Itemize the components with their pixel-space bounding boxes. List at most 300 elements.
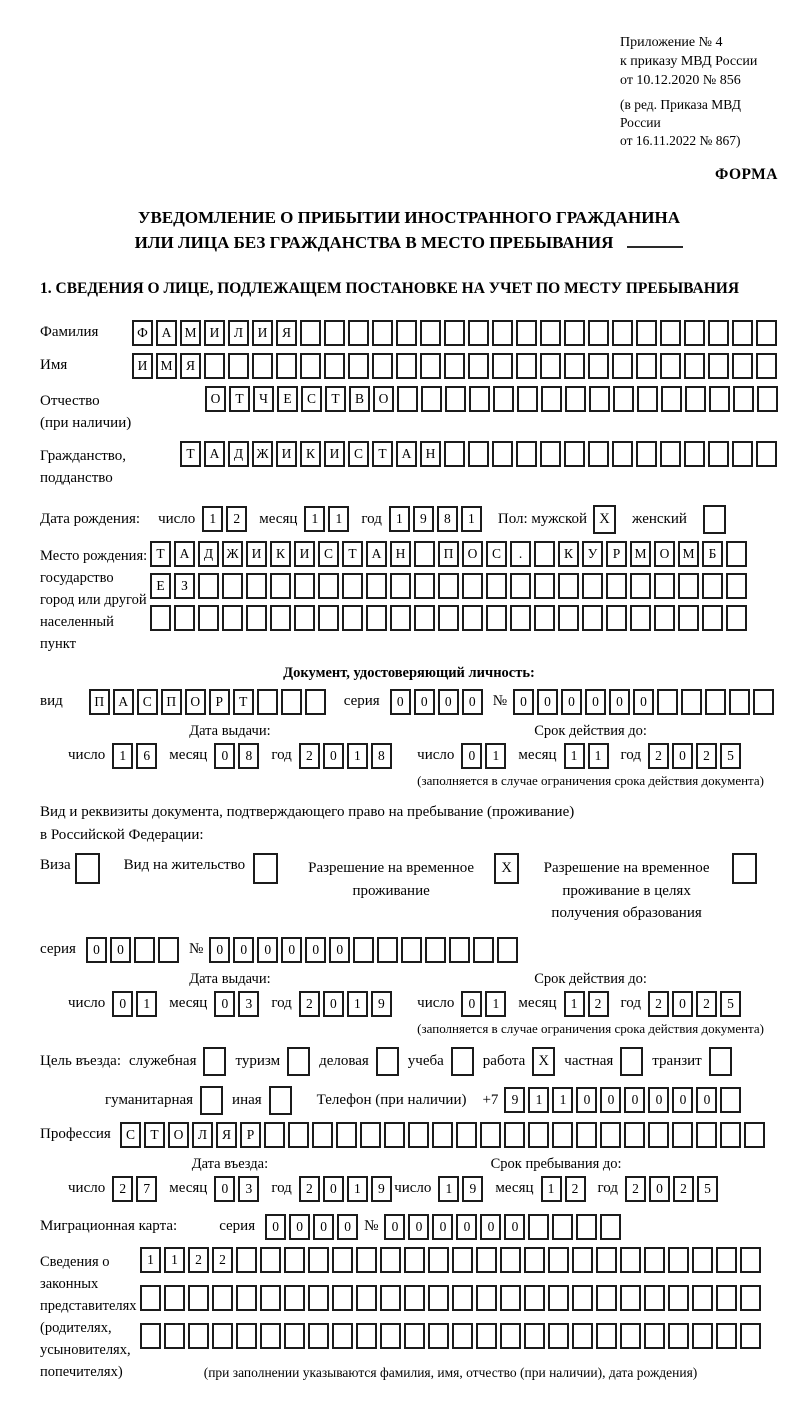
char-cell[interactable]: 1 bbox=[438, 1176, 459, 1202]
char-cell[interactable]: Д bbox=[198, 541, 219, 567]
char-cell[interactable]: 1 bbox=[112, 743, 133, 769]
char-cell[interactable]: 1 bbox=[347, 743, 368, 769]
char-cell[interactable]: 0 bbox=[305, 937, 326, 963]
char-cell[interactable]: 2 bbox=[565, 1176, 586, 1202]
checkbox-temporary-residence[interactable]: X bbox=[494, 853, 519, 884]
char-cell[interactable]: 1 bbox=[202, 506, 223, 532]
char-cell[interactable] bbox=[372, 320, 393, 346]
char-cell[interactable] bbox=[548, 1323, 569, 1349]
char-cell[interactable] bbox=[445, 386, 466, 412]
char-cell[interactable]: Т bbox=[233, 689, 254, 715]
char-cell[interactable] bbox=[572, 1323, 593, 1349]
char-cell[interactable]: 1 bbox=[485, 743, 506, 769]
char-cell[interactable] bbox=[222, 605, 243, 631]
char-cell[interactable]: 2 bbox=[299, 991, 320, 1017]
char-cell[interactable]: Я bbox=[216, 1122, 237, 1148]
char-cell[interactable] bbox=[685, 386, 706, 412]
char-cell[interactable] bbox=[404, 1285, 425, 1311]
char-cell[interactable]: 1 bbox=[564, 991, 585, 1017]
char-cell[interactable]: У bbox=[582, 541, 603, 567]
char-cell[interactable]: 0 bbox=[329, 937, 350, 963]
checkbox-other[interactable] bbox=[269, 1086, 292, 1115]
char-cell[interactable]: 1 bbox=[485, 991, 506, 1017]
char-cell[interactable] bbox=[308, 1285, 329, 1311]
char-cell[interactable]: 5 bbox=[720, 991, 741, 1017]
char-cell[interactable] bbox=[657, 689, 678, 715]
char-cell[interactable] bbox=[692, 1323, 713, 1349]
char-cell[interactable]: В bbox=[349, 386, 370, 412]
char-cell[interactable]: 0 bbox=[600, 1087, 621, 1113]
char-cell[interactable] bbox=[684, 353, 705, 379]
char-cell[interactable] bbox=[425, 937, 446, 963]
char-cell[interactable] bbox=[404, 1247, 425, 1273]
char-cell[interactable]: 0 bbox=[209, 937, 230, 963]
char-cell[interactable] bbox=[212, 1285, 233, 1311]
char-cell[interactable]: О bbox=[205, 386, 226, 412]
char-cell[interactable]: 1 bbox=[389, 506, 410, 532]
char-cell[interactable]: 1 bbox=[140, 1247, 161, 1273]
char-cell[interactable] bbox=[548, 1285, 569, 1311]
char-cell[interactable] bbox=[654, 573, 675, 599]
char-cell[interactable] bbox=[150, 605, 171, 631]
char-cell[interactable] bbox=[348, 353, 369, 379]
char-cell[interactable] bbox=[576, 1214, 597, 1240]
char-cell[interactable] bbox=[312, 1122, 333, 1148]
char-cell[interactable] bbox=[198, 605, 219, 631]
char-cell[interactable] bbox=[637, 386, 658, 412]
char-cell[interactable] bbox=[174, 605, 195, 631]
char-cell[interactable]: 0 bbox=[281, 937, 302, 963]
char-cell[interactable]: 5 bbox=[697, 1176, 718, 1202]
char-cell[interactable]: Ч bbox=[253, 386, 274, 412]
char-cell[interactable]: А bbox=[174, 541, 195, 567]
char-cell[interactable] bbox=[516, 320, 537, 346]
char-cell[interactable]: 2 bbox=[226, 506, 247, 532]
char-cell[interactable] bbox=[572, 1285, 593, 1311]
char-cell[interactable] bbox=[740, 1285, 761, 1311]
char-cell[interactable] bbox=[654, 605, 675, 631]
char-cell[interactable]: 0 bbox=[390, 689, 411, 715]
char-cell[interactable] bbox=[636, 353, 657, 379]
char-cell[interactable] bbox=[468, 353, 489, 379]
char-cell[interactable] bbox=[582, 605, 603, 631]
char-cell[interactable]: Ж bbox=[222, 541, 243, 567]
char-cell[interactable]: М bbox=[156, 353, 177, 379]
char-cell[interactable]: И bbox=[204, 320, 225, 346]
char-cell[interactable] bbox=[384, 1122, 405, 1148]
char-cell[interactable] bbox=[444, 353, 465, 379]
char-cell[interactable] bbox=[308, 1247, 329, 1273]
char-cell[interactable]: И bbox=[252, 320, 273, 346]
char-cell[interactable]: 1 bbox=[347, 991, 368, 1017]
char-cell[interactable]: Ж bbox=[252, 441, 273, 467]
char-cell[interactable] bbox=[541, 386, 562, 412]
char-cell[interactable] bbox=[692, 1285, 713, 1311]
char-cell[interactable] bbox=[492, 441, 513, 467]
char-cell[interactable] bbox=[428, 1247, 449, 1273]
char-cell[interactable] bbox=[380, 1247, 401, 1273]
char-cell[interactable] bbox=[648, 1122, 669, 1148]
char-cell[interactable]: Р bbox=[209, 689, 230, 715]
char-cell[interactable] bbox=[540, 320, 561, 346]
char-cell[interactable] bbox=[661, 386, 682, 412]
char-cell[interactable] bbox=[740, 1247, 761, 1273]
char-cell[interactable] bbox=[681, 689, 702, 715]
char-cell[interactable] bbox=[336, 1122, 357, 1148]
char-cell[interactable] bbox=[188, 1323, 209, 1349]
char-cell[interactable] bbox=[420, 320, 441, 346]
char-cell[interactable] bbox=[504, 1122, 525, 1148]
char-cell[interactable] bbox=[612, 441, 633, 467]
char-cell[interactable] bbox=[606, 573, 627, 599]
char-cell[interactable] bbox=[332, 1285, 353, 1311]
char-cell[interactable] bbox=[678, 605, 699, 631]
char-cell[interactable] bbox=[366, 605, 387, 631]
char-cell[interactable] bbox=[260, 1247, 281, 1273]
char-cell[interactable] bbox=[414, 605, 435, 631]
char-cell[interactable]: 0 bbox=[480, 1214, 501, 1240]
char-cell[interactable]: 0 bbox=[110, 937, 131, 963]
char-cell[interactable] bbox=[444, 320, 465, 346]
char-cell[interactable]: И bbox=[246, 541, 267, 567]
char-cell[interactable] bbox=[500, 1247, 521, 1273]
checkbox-temporary-residence-education[interactable] bbox=[732, 853, 757, 884]
checkbox-visa[interactable] bbox=[75, 853, 100, 884]
char-cell[interactable] bbox=[668, 1285, 689, 1311]
char-cell[interactable] bbox=[380, 1323, 401, 1349]
char-cell[interactable]: 0 bbox=[609, 689, 630, 715]
char-cell[interactable] bbox=[757, 386, 778, 412]
char-cell[interactable]: Я bbox=[276, 320, 297, 346]
char-cell[interactable] bbox=[257, 689, 278, 715]
char-cell[interactable] bbox=[438, 573, 459, 599]
char-cell[interactable] bbox=[456, 1122, 477, 1148]
char-cell[interactable] bbox=[644, 1285, 665, 1311]
char-cell[interactable] bbox=[449, 937, 470, 963]
char-cell[interactable] bbox=[493, 386, 514, 412]
char-cell[interactable] bbox=[552, 1122, 573, 1148]
char-cell[interactable]: Л bbox=[228, 320, 249, 346]
char-cell[interactable]: И bbox=[324, 441, 345, 467]
char-cell[interactable] bbox=[468, 320, 489, 346]
checkbox-private[interactable] bbox=[620, 1047, 643, 1076]
char-cell[interactable] bbox=[318, 605, 339, 631]
char-cell[interactable] bbox=[500, 1285, 521, 1311]
char-cell[interactable]: 1 bbox=[564, 743, 585, 769]
char-cell[interactable]: 0 bbox=[672, 991, 693, 1017]
char-cell[interactable] bbox=[596, 1247, 617, 1273]
char-cell[interactable]: 0 bbox=[456, 1214, 477, 1240]
char-cell[interactable] bbox=[236, 1285, 257, 1311]
char-cell[interactable]: К bbox=[558, 541, 579, 567]
checkbox-residence-permit[interactable] bbox=[253, 853, 278, 884]
checkbox-female[interactable] bbox=[703, 505, 726, 534]
char-cell[interactable]: 1 bbox=[164, 1247, 185, 1273]
char-cell[interactable]: Р bbox=[606, 541, 627, 567]
char-cell[interactable] bbox=[276, 353, 297, 379]
char-cell[interactable]: П bbox=[438, 541, 459, 567]
char-cell[interactable] bbox=[492, 353, 513, 379]
char-cell[interactable]: З bbox=[174, 573, 195, 599]
char-cell[interactable] bbox=[732, 320, 753, 346]
char-cell[interactable] bbox=[678, 573, 699, 599]
char-cell[interactable] bbox=[620, 1247, 641, 1273]
char-cell[interactable]: 2 bbox=[299, 1176, 320, 1202]
char-cell[interactable]: 0 bbox=[112, 991, 133, 1017]
char-cell[interactable] bbox=[396, 320, 417, 346]
char-cell[interactable]: И bbox=[132, 353, 153, 379]
char-cell[interactable] bbox=[620, 1285, 641, 1311]
char-cell[interactable]: 1 bbox=[136, 991, 157, 1017]
char-cell[interactable] bbox=[356, 1285, 377, 1311]
char-cell[interactable] bbox=[672, 1122, 693, 1148]
char-cell[interactable]: А bbox=[366, 541, 387, 567]
char-cell[interactable] bbox=[510, 605, 531, 631]
char-cell[interactable]: 0 bbox=[408, 1214, 429, 1240]
char-cell[interactable]: 1 bbox=[552, 1087, 573, 1113]
char-cell[interactable]: 0 bbox=[337, 1214, 358, 1240]
char-cell[interactable] bbox=[300, 320, 321, 346]
char-cell[interactable]: 2 bbox=[625, 1176, 646, 1202]
char-cell[interactable] bbox=[281, 689, 302, 715]
char-cell[interactable]: 2 bbox=[696, 991, 717, 1017]
char-cell[interactable]: Т bbox=[325, 386, 346, 412]
char-cell[interactable] bbox=[596, 1285, 617, 1311]
char-cell[interactable] bbox=[486, 605, 507, 631]
char-cell[interactable]: Т bbox=[372, 441, 393, 467]
char-cell[interactable]: К bbox=[270, 541, 291, 567]
char-cell[interactable]: 2 bbox=[112, 1176, 133, 1202]
char-cell[interactable] bbox=[564, 320, 585, 346]
char-cell[interactable] bbox=[414, 541, 435, 567]
char-cell[interactable]: 0 bbox=[233, 937, 254, 963]
char-cell[interactable] bbox=[732, 441, 753, 467]
char-cell[interactable]: М bbox=[180, 320, 201, 346]
char-cell[interactable] bbox=[588, 441, 609, 467]
char-cell[interactable]: 7 bbox=[136, 1176, 157, 1202]
char-cell[interactable]: 0 bbox=[313, 1214, 334, 1240]
char-cell[interactable] bbox=[246, 605, 267, 631]
char-cell[interactable] bbox=[732, 353, 753, 379]
char-cell[interactable] bbox=[264, 1122, 285, 1148]
char-cell[interactable] bbox=[600, 1122, 621, 1148]
checkbox-work[interactable]: X bbox=[532, 1047, 555, 1076]
char-cell[interactable] bbox=[668, 1247, 689, 1273]
char-cell[interactable] bbox=[300, 353, 321, 379]
char-cell[interactable]: Т bbox=[180, 441, 201, 467]
char-cell[interactable]: Т bbox=[144, 1122, 165, 1148]
char-cell[interactable]: 9 bbox=[371, 1176, 392, 1202]
char-cell[interactable] bbox=[510, 573, 531, 599]
char-cell[interactable]: О bbox=[654, 541, 675, 567]
char-cell[interactable] bbox=[332, 1247, 353, 1273]
char-cell[interactable]: 2 bbox=[648, 991, 669, 1017]
char-cell[interactable] bbox=[134, 937, 155, 963]
char-cell[interactable]: 1 bbox=[347, 1176, 368, 1202]
char-cell[interactable]: 1 bbox=[328, 506, 349, 532]
char-cell[interactable]: О bbox=[185, 689, 206, 715]
char-cell[interactable]: 0 bbox=[432, 1214, 453, 1240]
char-cell[interactable] bbox=[588, 353, 609, 379]
char-cell[interactable] bbox=[164, 1323, 185, 1349]
char-cell[interactable]: 1 bbox=[304, 506, 325, 532]
char-cell[interactable] bbox=[612, 320, 633, 346]
char-cell[interactable]: Е bbox=[277, 386, 298, 412]
char-cell[interactable] bbox=[589, 386, 610, 412]
char-cell[interactable] bbox=[558, 605, 579, 631]
char-cell[interactable] bbox=[188, 1285, 209, 1311]
char-cell[interactable] bbox=[204, 353, 225, 379]
char-cell[interactable]: А bbox=[113, 689, 134, 715]
char-cell[interactable]: Ф bbox=[132, 320, 153, 346]
char-cell[interactable] bbox=[696, 1122, 717, 1148]
char-cell[interactable]: Н bbox=[390, 541, 411, 567]
char-cell[interactable]: 2 bbox=[588, 991, 609, 1017]
char-cell[interactable]: 0 bbox=[384, 1214, 405, 1240]
char-cell[interactable] bbox=[708, 353, 729, 379]
char-cell[interactable] bbox=[260, 1323, 281, 1349]
char-cell[interactable]: 2 bbox=[299, 743, 320, 769]
char-cell[interactable] bbox=[705, 689, 726, 715]
char-cell[interactable]: 0 bbox=[289, 1214, 310, 1240]
char-cell[interactable]: 1 bbox=[588, 743, 609, 769]
char-cell[interactable] bbox=[332, 1323, 353, 1349]
char-cell[interactable] bbox=[756, 441, 777, 467]
char-cell[interactable]: 0 bbox=[438, 689, 459, 715]
char-cell[interactable] bbox=[708, 320, 729, 346]
char-cell[interactable] bbox=[726, 573, 747, 599]
char-cell[interactable] bbox=[260, 1285, 281, 1311]
char-cell[interactable]: 8 bbox=[238, 743, 259, 769]
char-cell[interactable] bbox=[744, 1122, 765, 1148]
char-cell[interactable]: Т bbox=[150, 541, 171, 567]
char-cell[interactable] bbox=[644, 1247, 665, 1273]
char-cell[interactable] bbox=[294, 605, 315, 631]
char-cell[interactable]: Е bbox=[150, 573, 171, 599]
char-cell[interactable] bbox=[524, 1323, 545, 1349]
char-cell[interactable]: 6 bbox=[136, 743, 157, 769]
char-cell[interactable] bbox=[624, 1122, 645, 1148]
char-cell[interactable] bbox=[636, 320, 657, 346]
char-cell[interactable] bbox=[462, 605, 483, 631]
char-cell[interactable] bbox=[588, 320, 609, 346]
char-cell[interactable]: 5 bbox=[720, 743, 741, 769]
char-cell[interactable] bbox=[620, 1323, 641, 1349]
char-cell[interactable]: 0 bbox=[648, 1087, 669, 1113]
char-cell[interactable]: 9 bbox=[504, 1087, 525, 1113]
checkbox-tourism[interactable] bbox=[287, 1047, 310, 1076]
char-cell[interactable] bbox=[348, 320, 369, 346]
char-cell[interactable] bbox=[270, 573, 291, 599]
char-cell[interactable] bbox=[660, 320, 681, 346]
char-cell[interactable] bbox=[342, 605, 363, 631]
char-cell[interactable] bbox=[726, 541, 747, 567]
char-cell[interactable] bbox=[534, 541, 555, 567]
char-cell[interactable] bbox=[636, 441, 657, 467]
char-cell[interactable] bbox=[492, 320, 513, 346]
char-cell[interactable]: 2 bbox=[696, 743, 717, 769]
char-cell[interactable]: С bbox=[120, 1122, 141, 1148]
char-cell[interactable]: 0 bbox=[461, 991, 482, 1017]
char-cell[interactable] bbox=[356, 1323, 377, 1349]
char-cell[interactable] bbox=[284, 1247, 305, 1273]
char-cell[interactable] bbox=[660, 353, 681, 379]
char-cell[interactable]: С bbox=[137, 689, 158, 715]
char-cell[interactable] bbox=[252, 353, 273, 379]
char-cell[interactable] bbox=[294, 573, 315, 599]
char-cell[interactable]: 0 bbox=[214, 743, 235, 769]
char-cell[interactable] bbox=[452, 1285, 473, 1311]
char-cell[interactable]: А bbox=[204, 441, 225, 467]
char-cell[interactable] bbox=[516, 441, 537, 467]
char-cell[interactable]: 0 bbox=[696, 1087, 717, 1113]
char-cell[interactable] bbox=[524, 1285, 545, 1311]
char-cell[interactable] bbox=[684, 320, 705, 346]
char-cell[interactable]: К bbox=[300, 441, 321, 467]
char-cell[interactable]: 0 bbox=[672, 743, 693, 769]
char-cell[interactable] bbox=[716, 1323, 737, 1349]
char-cell[interactable] bbox=[236, 1247, 257, 1273]
char-cell[interactable] bbox=[708, 441, 729, 467]
char-cell[interactable] bbox=[692, 1247, 713, 1273]
checkbox-commercial[interactable] bbox=[376, 1047, 399, 1076]
char-cell[interactable]: 2 bbox=[188, 1247, 209, 1273]
char-cell[interactable]: 1 bbox=[461, 506, 482, 532]
char-cell[interactable] bbox=[534, 573, 555, 599]
char-cell[interactable] bbox=[380, 1285, 401, 1311]
char-cell[interactable] bbox=[740, 1323, 761, 1349]
char-cell[interactable] bbox=[222, 573, 243, 599]
char-cell[interactable]: Л bbox=[192, 1122, 213, 1148]
char-cell[interactable] bbox=[630, 573, 651, 599]
char-cell[interactable]: 0 bbox=[257, 937, 278, 963]
char-cell[interactable] bbox=[528, 1214, 549, 1240]
char-cell[interactable] bbox=[158, 937, 179, 963]
char-cell[interactable] bbox=[684, 441, 705, 467]
char-cell[interactable] bbox=[408, 1122, 429, 1148]
char-cell[interactable] bbox=[452, 1247, 473, 1273]
char-cell[interactable] bbox=[324, 320, 345, 346]
char-cell[interactable] bbox=[212, 1323, 233, 1349]
char-cell[interactable] bbox=[709, 386, 730, 412]
char-cell[interactable] bbox=[572, 1247, 593, 1273]
char-cell[interactable] bbox=[716, 1247, 737, 1273]
char-cell[interactable]: 9 bbox=[413, 506, 434, 532]
checkbox-transit[interactable] bbox=[709, 1047, 732, 1076]
char-cell[interactable] bbox=[486, 573, 507, 599]
char-cell[interactable]: 0 bbox=[585, 689, 606, 715]
char-cell[interactable]: . bbox=[510, 541, 531, 567]
char-cell[interactable] bbox=[428, 1323, 449, 1349]
char-cell[interactable]: 1 bbox=[541, 1176, 562, 1202]
char-cell[interactable] bbox=[612, 353, 633, 379]
char-cell[interactable] bbox=[756, 353, 777, 379]
char-cell[interactable]: Т bbox=[342, 541, 363, 567]
char-cell[interactable]: 0 bbox=[504, 1214, 525, 1240]
char-cell[interactable]: И bbox=[276, 441, 297, 467]
char-cell[interactable] bbox=[476, 1247, 497, 1273]
char-cell[interactable]: Н bbox=[420, 441, 441, 467]
char-cell[interactable]: 0 bbox=[624, 1087, 645, 1113]
char-cell[interactable] bbox=[600, 1214, 621, 1240]
char-cell[interactable]: 0 bbox=[461, 743, 482, 769]
char-cell[interactable]: 2 bbox=[673, 1176, 694, 1202]
char-cell[interactable] bbox=[473, 937, 494, 963]
char-cell[interactable] bbox=[576, 1122, 597, 1148]
char-cell[interactable]: М bbox=[678, 541, 699, 567]
char-cell[interactable]: 0 bbox=[561, 689, 582, 715]
char-cell[interactable] bbox=[528, 1122, 549, 1148]
